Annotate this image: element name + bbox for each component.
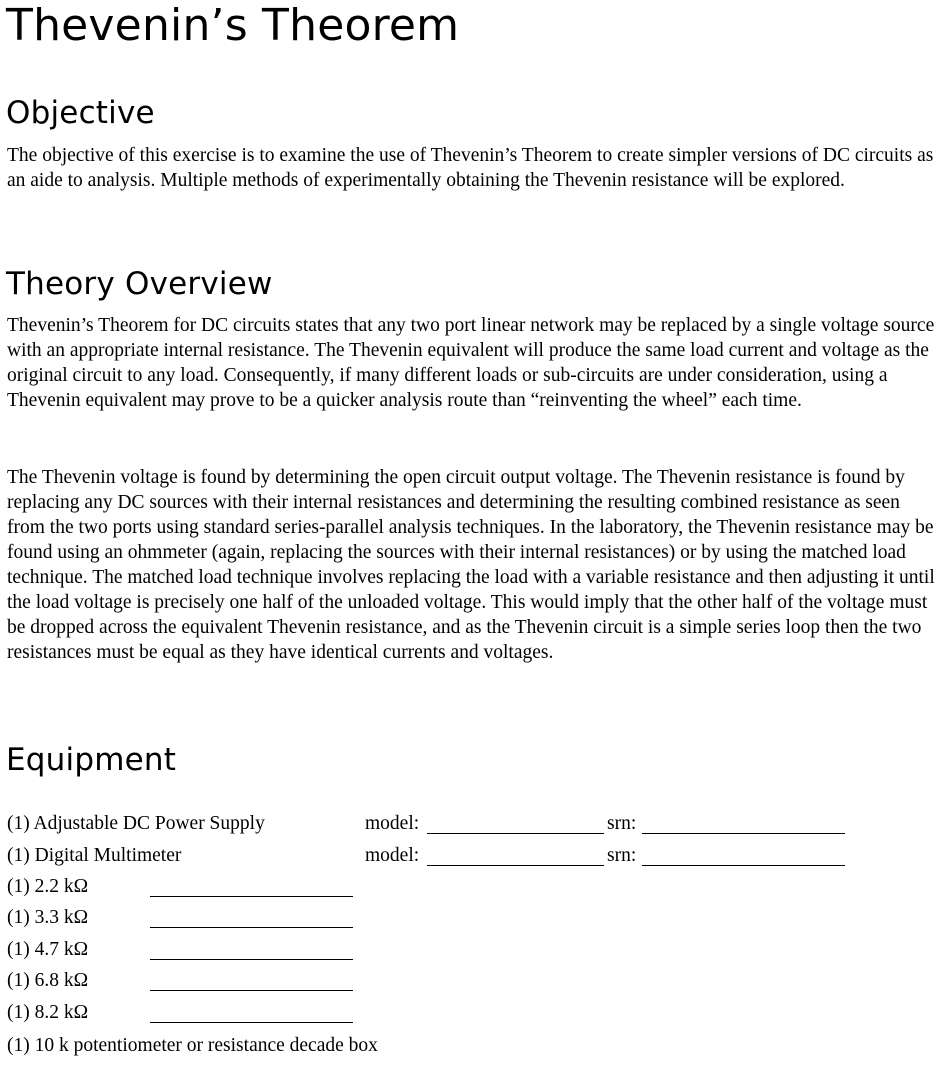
equipment-item-label: (1) Adjustable DC Power Supply [7, 813, 265, 834]
equipment-item-label: (1) 10 k potentiometer or resistance decade box [7, 1035, 378, 1056]
theory-paragraph-2: The Thevenin voltage is found by determining the open circuit output voltage. The Thevenin resistance is found by replacing any DC sources with their internal resistances and determining the resulting combined resistance as seen from the two ports using standard series-parallel analysis techniques. In the laboratory, the Thevenin resistance may be found using an ohmmeter (again, replacing the sources with their internal resistances) or by using the matched load technique. The matched load technique involves replacing the load with a variable resistance and then adjusting it until the load voltage is precisely one half of the unloaded voltage. This would imply that the other half of the voltage must be dropped across the equivalent Thevenin resistance, and as the Thevenin circuit is a simple series loop then the two resistances must be equal as they have identical currents and voltages. [7, 467, 935, 663]
equipment-item-label: (1) 4.7 kΩ [7, 939, 89, 960]
value-entry-line[interactable] [150, 1022, 353, 1023]
srn-entry-line[interactable] [642, 865, 845, 866]
value-entry-line[interactable] [150, 927, 353, 928]
model-entry-line[interactable] [427, 833, 604, 834]
equipment-item-label: (1) 6.8 kΩ [7, 970, 89, 991]
srn-label: srn: [607, 813, 637, 834]
objective-text: The objective of this exercise is to examine the use of Thevenin’s Theorem to create simpler versions of DC circuits as an aide to analysis. Multiple methods of experimentally obtaining the Thevenin resistance will be explored. [7, 145, 934, 191]
theory-heading: Theory Overview [6, 266, 273, 302]
model-entry-line[interactable] [427, 865, 604, 866]
value-entry-line[interactable] [150, 990, 353, 991]
model-label: model: [365, 845, 420, 866]
equipment-item-label: (1) 3.3 kΩ [7, 907, 89, 928]
equipment-item-label: (1) Digital Multimeter [7, 845, 182, 866]
srn-label: srn: [607, 845, 637, 866]
srn-entry-line[interactable] [642, 833, 845, 834]
equipment-heading: Equipment [6, 742, 177, 778]
equipment-item-label: (1) 2.2 kΩ [7, 876, 89, 897]
theory-paragraph-1: Thevenin’s Theorem for DC circuits states that any two port linear network may be replaced by a single voltage source with an appropriate internal resistance. The Thevenin equivalent will produce the same load current and voltage as the original circuit to any load. Consequently, if many different loads or sub-circuits are under consideration, using a Thevenin equivalent may prove to be a quicker analysis route than “reinventing the wheel” each time. [7, 315, 935, 411]
value-entry-line[interactable] [150, 896, 353, 897]
objective-heading: Objective [6, 95, 155, 131]
page-title: Thevenin’s Theorem [6, 0, 460, 51]
value-entry-line[interactable] [150, 959, 353, 960]
model-label: model: [365, 813, 420, 834]
equipment-item-label: (1) 8.2 kΩ [7, 1002, 89, 1023]
